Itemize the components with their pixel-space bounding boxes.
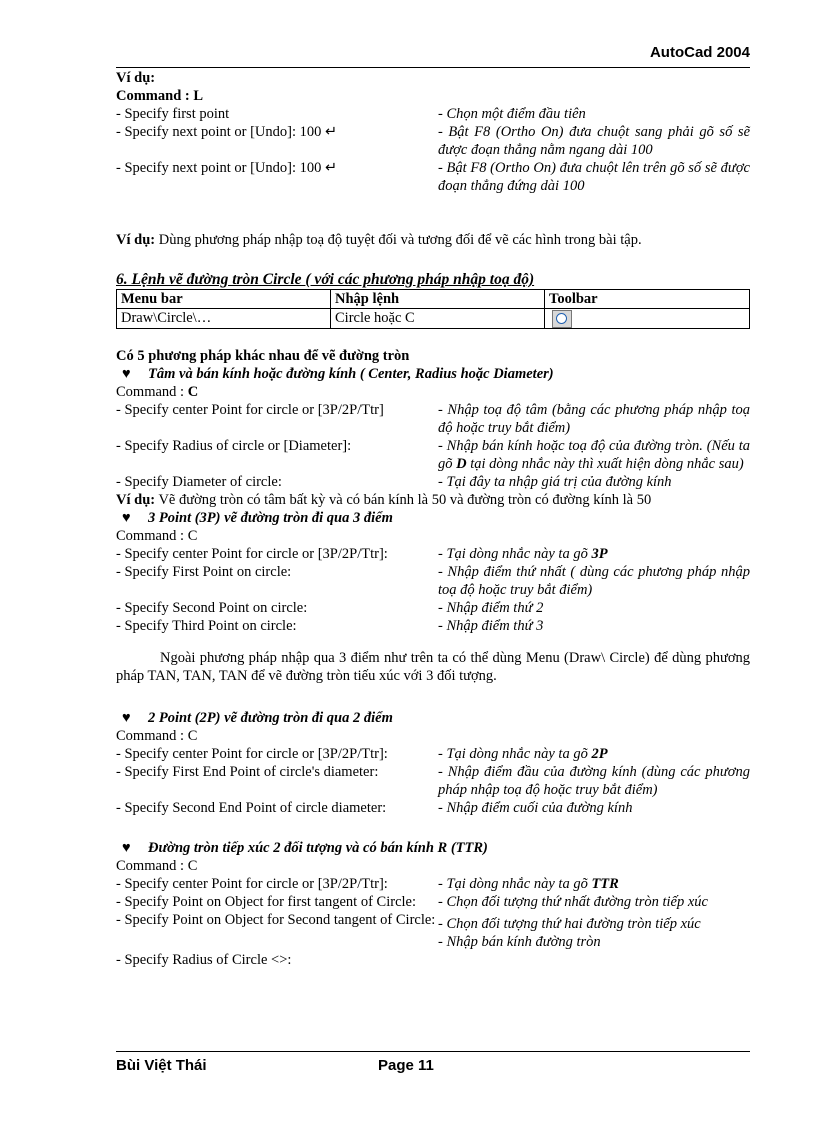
instruction-text: - Nhập điểm thứ nhất ( dùng các phương pháp nhập toạ độ hoặc truy bắt điểm) (438, 563, 750, 598)
prompt-text: - Specify center Point for circle or [3P/2P/Ttr] (116, 401, 384, 418)
heart-icon: ♥ (122, 839, 131, 856)
method3-row (116, 763, 750, 799)
instruction-text: - Tại dòng nhắc này ta gõ 2P (438, 745, 608, 762)
prompt-text: - Specify Diameter of circle: (116, 473, 282, 490)
example1-title: Ví dụ: (116, 70, 156, 86)
prompt-text: - Specify Radius of circle or [Diameter]: (116, 437, 352, 454)
table-cell: Circle hoặc C (331, 309, 545, 329)
intro-text: Có 5 phương pháp khác nhau để vẽ đường tròn (116, 347, 410, 364)
prompt-text: - Specify Third Point on circle: (116, 617, 297, 634)
method2-command: Command : C (116, 527, 198, 544)
instruction-text: - Bật F8 (Ortho On) đưa chuột lên trên gõ số sẽ được đoạn thẳng đứng dài 100 (438, 160, 750, 194)
example1-command: Command : L (116, 88, 204, 104)
method1-command: Command : C (116, 383, 199, 400)
prompt-text: - Specify First Point on circle: (116, 563, 292, 580)
page-content (116, 69, 750, 969)
method1-title: ♥ Tâm và bán kính hoặc đường kính ( Center, Radius hoặc Diameter) (116, 365, 750, 383)
method3-row (116, 799, 750, 817)
example2-paragraph: Ví dụ: Dùng phương pháp nhập toạ độ tuyệt đối và tương đối để vẽ các hình trong bài tập. (116, 232, 642, 248)
method4-radius-prompt: - Specify Radius of Circle <>: (116, 951, 292, 968)
instruction-text: - Nhập điểm đầu của đường kính (dùng các phương pháp nhập toạ độ hoặc truy bắt điểm) (438, 763, 750, 798)
method3-title: ♥ 2 Point (2P) vẽ đường tròn đi qua 2 điểm (116, 709, 750, 727)
instruction-text: - Nhập điểm cuối của đường kính (438, 799, 633, 816)
instruction-text: - Nhập điểm thứ 3 (438, 617, 544, 634)
instruction-text: - Nhập toạ độ tâm (bằng các phương pháp nhập toạ độ hoặc truy bắt điểm) (438, 401, 750, 436)
instruction-text: - Chọn đối tượng thứ nhất đường tròn tiếp xúc (438, 893, 708, 910)
heart-icon: ♥ (122, 509, 131, 526)
example1-row (116, 159, 750, 195)
prompt-text: - Specify First End Point of circle's diameter: (116, 763, 379, 780)
instruction-text: - Tại dòng nhắc này ta gõ TTR (438, 875, 619, 892)
method4-row (116, 911, 750, 951)
section-title: 6. Lệnh vẽ đường tròn Circle ( với các phương pháp nhập toạ độ) (116, 271, 535, 288)
footer-author: Bùi Việt Thái (116, 1057, 207, 1074)
instruction-text: - Chọn một điểm đầu tiên (438, 106, 586, 122)
method2-row (116, 599, 750, 617)
table-row (117, 309, 750, 329)
prompt-text: - Specify Point on Object for Second tangent of Circle: (116, 911, 436, 928)
table-header: Nhập lệnh (331, 290, 545, 309)
instruction-text: - Tại đây ta nhập giá trị của đường kính (438, 473, 672, 490)
method4-command: Command : C (116, 857, 198, 874)
prompt-text: - Specify center Point for circle or [3P/2P/Ttr]: (116, 875, 388, 892)
heart-icon: ♥ (122, 365, 131, 382)
method1-row (116, 473, 750, 491)
table-header: Menu bar (117, 290, 331, 309)
table-header-row (117, 290, 750, 309)
method2-row (116, 545, 750, 563)
instruction-text: - Nhập điểm thứ 2 (438, 599, 544, 616)
method1-row (116, 401, 750, 437)
method3-row (116, 745, 750, 763)
prompt-text: - Specify Second End Point of circle diameter: (116, 799, 387, 816)
prompt-text: - Specify Second Point on circle: (116, 599, 308, 616)
instruction-text: - Chọn đối tượng thứ hai đường tròn tiếp xúc - Nhập bán kính đường tròn (438, 915, 701, 950)
method2-note: Ngoài phương pháp nhập qua 3 điểm như trên ta có thể dùng Menu (Draw\ Circle) để dùng phương pháp TAN, TAN, TAN để vẽ đường tròn tiếu xúc với 3 đối tượng. (116, 649, 750, 684)
method2-row (116, 617, 750, 635)
prompt-text: - Specify next point or [Undo]: 100 ↵ (116, 124, 338, 140)
method4-row (116, 893, 750, 911)
method4-row (116, 875, 750, 893)
prompt-text: - Specify first point (116, 106, 230, 122)
method1-example: Ví dụ: Vẽ đường tròn có tâm bất kỳ và có bán kính là 50 và đường tròn có đường kính là 50 (116, 491, 652, 508)
footer-page-number: Page 11 (378, 1057, 434, 1074)
instruction-text: - Tại dòng nhắc này ta gõ 3P (438, 545, 608, 562)
page-header: AutoCad 2004 (116, 44, 750, 68)
method4-title: ♥ Đường tròn tiếp xúc 2 đối tượng và có bán kính R (TTR) (116, 839, 750, 857)
example1-row (116, 123, 750, 159)
instruction-text: - Bật F8 (Ortho On) đưa chuột sang phải gõ số sẽ được đoạn thẳng nằm ngang dài 100 (438, 124, 750, 158)
heart-icon: ♥ (122, 709, 131, 726)
table-cell (545, 309, 750, 329)
instruction-text: - Nhập bán kính hoặc toạ độ của đường tròn. (Nếu ta gõ D tại dòng nhắc này thì xuất hiện dòng nhắc sau) (438, 437, 750, 472)
method1-row (116, 437, 750, 473)
prompt-text: - Specify center Point for circle or [3P/2P/Ttr]: (116, 545, 388, 562)
example1-row (116, 105, 750, 123)
prompt-text: - Specify next point or [Undo]: 100 ↵ (116, 160, 338, 176)
prompt-text: - Specify center Point for circle or [3P/2P/Ttr]: (116, 745, 388, 762)
prompt-text: - Specify Point on Object for first tangent of Circle: (116, 893, 416, 910)
page-footer (116, 1051, 750, 1074)
command-table (116, 289, 750, 329)
circle-tool-icon[interactable] (552, 310, 572, 328)
method2-title: ♥ 3 Point (3P) vẽ đường tròn đi qua 3 điểm (116, 509, 750, 527)
method2-row (116, 563, 750, 599)
table-header: Toolbar (545, 290, 750, 309)
method3-command: Command : C (116, 727, 198, 744)
table-cell: Draw\Circle\… (117, 309, 331, 329)
